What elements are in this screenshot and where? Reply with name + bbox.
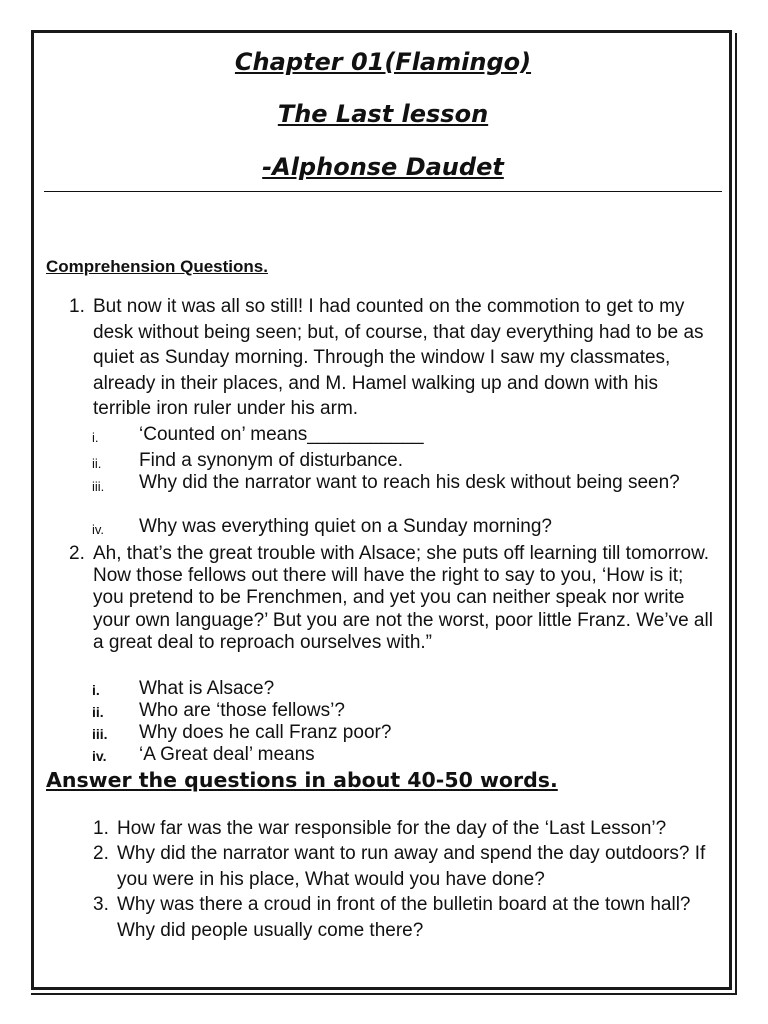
comprehension-heading: Comprehension Questions.	[46, 257, 268, 276]
passage-2-q4-text: ‘A Great deal’ means	[139, 744, 315, 765]
page-border-shadow-right	[735, 33, 737, 995]
passage-2-number: 2.	[69, 543, 85, 564]
passage-2-q4-number: iv.	[92, 748, 107, 764]
passage-1-number: 1.	[69, 296, 85, 317]
passage-2-q3-number: iii.	[92, 726, 108, 742]
passage-1-q2-number: ii.	[92, 456, 102, 471]
passage-2-q1-number: i.	[92, 682, 100, 698]
answer-section-heading: Answer the questions in about 40-50 words.	[46, 768, 558, 792]
passage-2-q1-text: What is Alsace?	[139, 678, 275, 699]
lesson-title: The Last lesson	[277, 100, 489, 128]
passage-1-q4-number: iv.	[92, 522, 105, 537]
answer-q2-text: Why did the narrator want to run away and spend the day outdoors? If you were in his place, What would you have done?	[117, 843, 706, 890]
answer-q3-number: 3.	[93, 894, 109, 915]
passage-1-q4-text: Why was everything quiet on a Sunday morning?	[139, 516, 552, 537]
answer-q1-text: How far was the war responsible for the day of the ‘Last Lesson’?	[117, 818, 667, 839]
passage-1-q3-text: Why did the narrator want to reach his desk without being seen?	[139, 472, 680, 493]
passage-1-q1-number: i.	[92, 430, 99, 445]
passage-2-q2-number: ii.	[92, 704, 104, 720]
author-name: -Alphonse Daudet	[262, 153, 504, 181]
passage-2-q2-text: Who are ‘those fellows’?	[139, 700, 345, 721]
answer-q3-text: Why was there a croud in front of the bulletin board at the town hall? Why did people usually come there?	[117, 894, 691, 941]
page-border-shadow-bottom	[31, 993, 735, 995]
passage-1-q3-number: iii.	[92, 479, 105, 494]
passage-1-q1-text: ‘Counted on’ means___________	[139, 424, 424, 445]
chapter-heading: Chapter 01(Flamingo)	[234, 48, 532, 76]
header-divider	[44, 191, 722, 192]
answer-q1-number: 1.	[93, 818, 109, 839]
passage-2-text: Ah, that’s the great trouble with Alsace; she puts off learning till tomorrow. Now those fellows out there will have the right to say to you, ‘How is it; you pretend to be Frenchmen, and yet you can neither speak nor write your own language?’ But you are not the worst, poor little Franz. We’ve all a great deal to reproach ourselves with.”	[93, 543, 713, 653]
passage-2-q3-text: Why does he call Franz poor?	[139, 722, 392, 743]
answer-q2-number: 2.	[93, 843, 109, 864]
passage-1-text: But now it was all so still! I had counted on the commotion to get to my desk without being seen; but, of course, that day everything had to be as quiet as Sunday morning. Through the window I saw my classmates, already in their places, and M. Hamel walking up and down with his terrible iron ruler under his arm.	[93, 296, 704, 420]
passage-1-q2-text: Find a synonym of disturbance.	[139, 450, 404, 471]
